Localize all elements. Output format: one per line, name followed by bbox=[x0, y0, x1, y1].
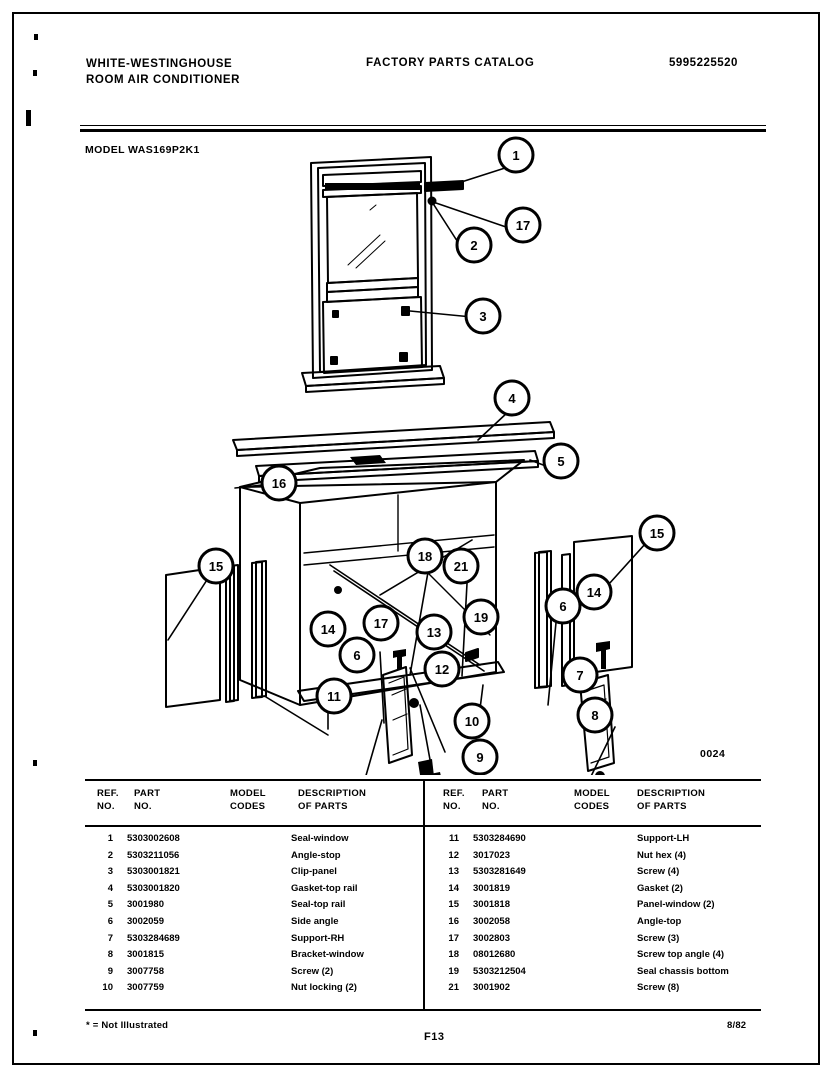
svg-text:7: 7 bbox=[576, 668, 584, 683]
cell-ref-no: 7 bbox=[107, 932, 113, 944]
svg-text:17: 17 bbox=[373, 616, 389, 631]
header-description-right bbox=[637, 788, 705, 813]
header-desc-l2: OF PARTS bbox=[637, 800, 687, 812]
svg-text:19: 19 bbox=[473, 610, 489, 625]
callout-4 bbox=[495, 381, 529, 415]
cell-description: Gasket-top rail bbox=[291, 882, 358, 894]
cell-part-no: 3007758 bbox=[127, 965, 164, 977]
model-label: MODEL WAS169P2K1 bbox=[85, 144, 200, 156]
cell-description: Screw (2) bbox=[291, 965, 334, 977]
cell-description: Gasket (2) bbox=[637, 882, 683, 894]
header-rule-thin bbox=[80, 125, 766, 126]
registration-mark bbox=[26, 110, 31, 126]
callout-14-left bbox=[311, 612, 345, 646]
cell-description: Support-LH bbox=[637, 833, 690, 844]
svg-text:15: 15 bbox=[649, 526, 665, 541]
cell-ref-no: 9 bbox=[107, 965, 113, 977]
cell-ref-no: 5 bbox=[107, 899, 113, 911]
brand-block bbox=[86, 56, 240, 88]
svg-text:2: 2 bbox=[470, 238, 478, 253]
header-ref-l2: NO. bbox=[97, 800, 115, 812]
svg-text:3: 3 bbox=[479, 309, 487, 324]
cell-description: Screw (8) bbox=[637, 982, 680, 994]
callout-13 bbox=[417, 615, 451, 649]
catalog-title: FACTORY PARTS CATALOG bbox=[366, 57, 535, 69]
cell-description: Seal chassis bottom bbox=[637, 965, 729, 977]
callout-18 bbox=[408, 539, 442, 573]
cell-part-no: 3017023 bbox=[473, 849, 510, 861]
header-part-l2: NO. bbox=[482, 800, 500, 812]
cell-part-no: 3002059 bbox=[127, 915, 164, 927]
cell-ref-no: 15 bbox=[448, 899, 459, 911]
cell-ref-no: 6 bbox=[107, 915, 113, 927]
cell-part-no: 3001818 bbox=[473, 899, 510, 911]
header-ref-l2: NO. bbox=[443, 800, 461, 812]
callout-8 bbox=[578, 698, 612, 732]
header-part-no-right bbox=[482, 788, 508, 813]
not-illustrated-note: * = Not Illustrated bbox=[86, 1020, 169, 1031]
cell-description: Screw top angle (4) bbox=[637, 949, 725, 961]
callout-5 bbox=[544, 444, 578, 478]
svg-text:1: 1 bbox=[512, 148, 520, 163]
callout-1 bbox=[499, 138, 533, 172]
svg-text:8: 8 bbox=[591, 708, 599, 723]
registration-mark bbox=[33, 1030, 37, 1036]
callout-14-right bbox=[577, 575, 611, 609]
cell-description: Seal-top rail bbox=[291, 899, 346, 911]
registration-mark bbox=[33, 760, 37, 766]
svg-text:10: 10 bbox=[464, 714, 480, 729]
cell-part-no: 3001902 bbox=[473, 982, 510, 994]
svg-text:5: 5 bbox=[557, 454, 565, 469]
header-part-l2: NO. bbox=[134, 800, 152, 812]
svg-text:4: 4 bbox=[508, 391, 516, 406]
callout-6-left bbox=[340, 638, 374, 672]
table-column-divider bbox=[423, 779, 425, 1011]
callout-7 bbox=[563, 658, 597, 692]
svg-text:14: 14 bbox=[320, 622, 336, 637]
header-rule-thick bbox=[80, 129, 766, 132]
catalog-number: 5995225520 bbox=[669, 57, 738, 69]
callout-11 bbox=[317, 679, 351, 713]
cell-ref-no: 18 bbox=[448, 949, 459, 961]
header-ref-l1: REF. bbox=[97, 788, 119, 799]
cell-description: Bracket-window bbox=[291, 949, 364, 961]
header-part-no-left bbox=[134, 788, 160, 813]
cell-ref-no: 8 bbox=[107, 949, 113, 961]
svg-text:18: 18 bbox=[417, 549, 433, 564]
cell-description: Screw (4) bbox=[637, 866, 680, 878]
header-ref-no-right bbox=[443, 788, 465, 813]
cell-ref-no: 11 bbox=[448, 833, 459, 844]
cell-part-no: 5303211056 bbox=[127, 849, 180, 861]
cell-ref-no: 1 bbox=[107, 833, 113, 844]
svg-text:6: 6 bbox=[559, 599, 567, 614]
header-ref-l1: REF. bbox=[443, 788, 465, 799]
cell-ref-no: 13 bbox=[448, 866, 459, 878]
header-codes-l1: MODEL bbox=[230, 788, 266, 799]
svg-text:15: 15 bbox=[208, 559, 224, 574]
cell-part-no: 3002803 bbox=[473, 932, 510, 944]
cell-part-no: 3001815 bbox=[127, 949, 164, 961]
cell-ref-no: 12 bbox=[448, 849, 459, 861]
cell-ref-no: 14 bbox=[448, 882, 459, 894]
callout-17-mid bbox=[364, 606, 398, 640]
cell-ref-no: 10 bbox=[102, 982, 113, 994]
cell-part-no: 5303284689 bbox=[127, 932, 180, 944]
cell-part-no: 3001819 bbox=[473, 882, 510, 894]
cell-ref-no: 16 bbox=[448, 915, 459, 927]
callout-12 bbox=[425, 652, 459, 686]
header-desc-l1: DESCRIPTION bbox=[298, 788, 367, 799]
cell-part-no: 3007759 bbox=[127, 982, 164, 994]
cell-part-no: 5303001821 bbox=[127, 866, 180, 878]
registration-mark bbox=[34, 34, 38, 40]
header-desc-l2: OF PARTS bbox=[298, 800, 348, 812]
header-codes-l2: CODES bbox=[230, 800, 266, 812]
cell-part-no: 5303281649 bbox=[473, 866, 526, 878]
svg-text:12: 12 bbox=[434, 662, 450, 677]
cell-ref-no: 3 bbox=[107, 866, 113, 878]
cell-description: Angle-top bbox=[637, 915, 682, 927]
cell-description: Nut hex (4) bbox=[637, 849, 687, 861]
svg-text:14: 14 bbox=[586, 585, 602, 600]
cell-description: Screw (3) bbox=[637, 932, 680, 944]
brand-line-2: ROOM AIR CONDITIONER bbox=[86, 74, 241, 86]
header-codes-l1: MODEL bbox=[574, 788, 610, 799]
parts-table bbox=[85, 779, 761, 1011]
callout-15-left bbox=[199, 549, 233, 583]
callout-6-right bbox=[546, 589, 580, 623]
cell-part-no: 08012680 bbox=[473, 949, 516, 961]
drawing-number: 0024 bbox=[700, 748, 726, 760]
cell-description: Angle-stop bbox=[291, 849, 341, 861]
cell-description: Support-RH bbox=[291, 932, 345, 944]
cell-description: Panel-window (2) bbox=[637, 899, 715, 911]
cell-ref-no: 21 bbox=[448, 982, 459, 994]
cell-description: Clip-panel bbox=[291, 866, 337, 878]
cell-part-no: 3001980 bbox=[127, 899, 164, 911]
cell-part-no: 5303002608 bbox=[127, 833, 180, 844]
window-installation-view bbox=[302, 157, 463, 392]
callout-2 bbox=[457, 228, 491, 262]
header-ref-no-left bbox=[97, 788, 119, 813]
svg-text:13: 13 bbox=[426, 625, 442, 640]
header-description-left bbox=[298, 788, 366, 813]
cell-description: Side angle bbox=[291, 915, 339, 927]
brand-line-1: WHITE-WESTINGHOUSE bbox=[86, 58, 233, 70]
callout-3 bbox=[466, 299, 500, 333]
page-number: F13 bbox=[424, 1031, 445, 1043]
revision-date: 8/82 bbox=[727, 1020, 747, 1031]
svg-text:9: 9 bbox=[476, 750, 484, 765]
callout-15-right bbox=[640, 516, 674, 550]
header-codes-l2: CODES bbox=[574, 800, 610, 812]
cell-description: Seal-window bbox=[291, 833, 349, 844]
callout-21 bbox=[444, 549, 478, 583]
exploded-parts-diagram bbox=[80, 135, 766, 775]
header-part-l1: PART bbox=[482, 788, 509, 799]
cell-part-no: 3002058 bbox=[473, 915, 510, 927]
cell-ref-no: 17 bbox=[448, 932, 459, 944]
svg-text:17: 17 bbox=[515, 218, 531, 233]
cell-part-no: 5303212504 bbox=[473, 965, 526, 977]
callout-19 bbox=[464, 600, 498, 634]
registration-mark bbox=[33, 70, 37, 76]
header-part-l1: PART bbox=[134, 788, 161, 799]
cell-ref-no: 4 bbox=[107, 882, 113, 894]
cell-ref-no: 2 bbox=[107, 849, 113, 861]
cell-ref-no: 19 bbox=[448, 965, 459, 977]
callout-9 bbox=[463, 740, 497, 774]
header-model-codes-left bbox=[230, 788, 266, 813]
svg-text:21: 21 bbox=[453, 559, 469, 574]
cell-part-no: 5303284690 bbox=[473, 833, 526, 844]
callout-17 bbox=[506, 208, 540, 242]
callout-16 bbox=[262, 466, 296, 500]
header-model-codes-right bbox=[574, 788, 610, 813]
svg-text:6: 6 bbox=[353, 648, 361, 663]
callout-10 bbox=[455, 704, 489, 738]
svg-text:11: 11 bbox=[327, 689, 341, 704]
cell-part-no: 5303001820 bbox=[127, 882, 180, 894]
header-desc-l1: DESCRIPTION bbox=[637, 788, 706, 799]
cell-description: Nut locking (2) bbox=[291, 982, 357, 994]
svg-text:16: 16 bbox=[271, 476, 287, 491]
